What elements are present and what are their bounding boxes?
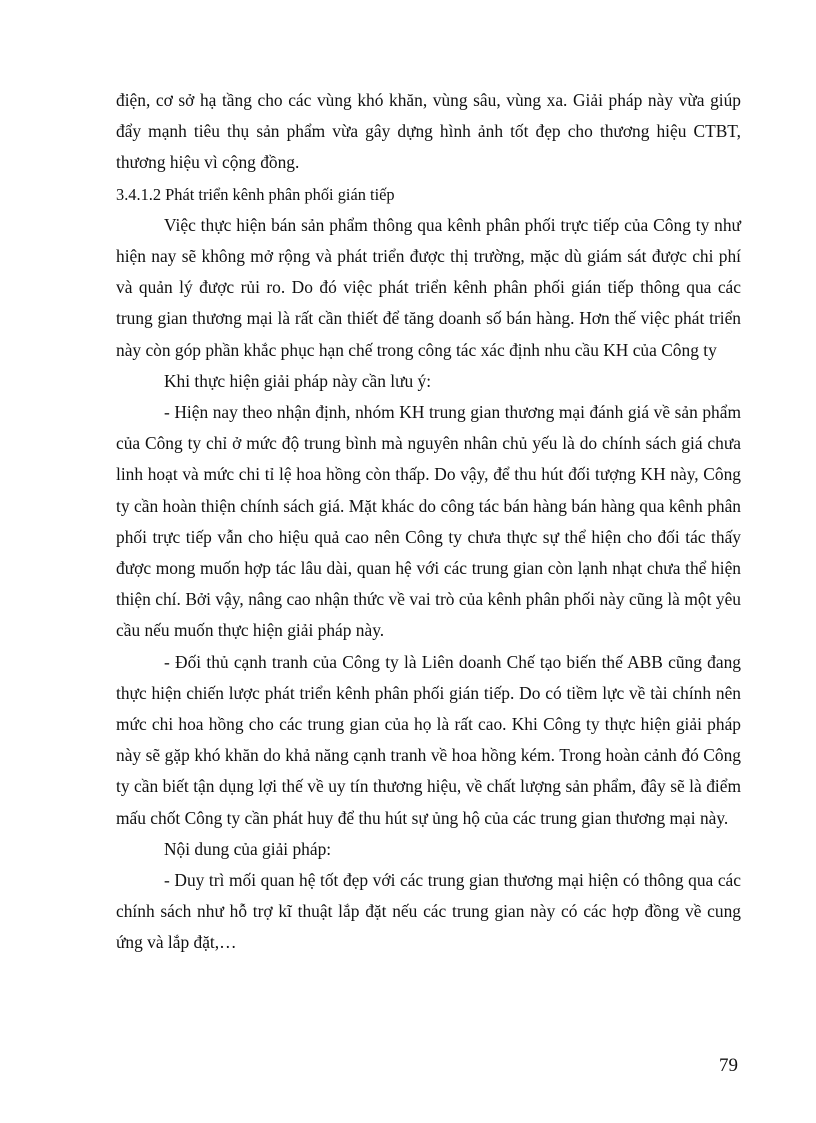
paragraph-solution-content-intro: Nội dung của giải pháp: (164, 838, 332, 859)
page-number: 79 (719, 1055, 738, 1076)
document-page (116, 85, 741, 959)
section-heading: 3.4.1.2 Phát triển kênh phân phối gián tiếp (116, 184, 395, 204)
paragraph-note-competitor: - Đối thủ cạnh tranh của Công ty là Liên doanh Chế tạo biến thế ABB cũng đang thực hiện chiến lược phát triển kênh phân phối gián tiếp. Do có tiềm lực về tài chính nên mức chi hoa hồng cho các trung gian của họ là rất cao. Khi Công ty thực hiện giải pháp này sẽ gặp khó khăn do khả năng cạnh tranh về hoa hồng kém. Trong hoàn cảnh đó Công ty cần biết tận dụng lợi thế về uy tín thương hiệu, về chất lượng sản phẩm, đây sẽ là điểm mấu chốt Công ty cần phát huy để thu hút sự ủng hộ của các trung gian thương mại này. (116, 651, 741, 828)
paragraph-note-pricing: - Hiện nay theo nhận định, nhóm KH trung gian thương mại đánh giá về sản phẩm của Công ty chỉ ở mức độ trung bình mà nguyên nhân chủ yếu là do chính sách giá chưa linh hoạt và mức chi tỉ lệ hoa hồng còn thấp. Do vậy, để thu hút đối tượng KH này, Công ty cần hoàn thiện chính sách giá. Mặt khác do công tác bán hàng bán hàng qua kênh phân phối trực tiếp vẫn cho hiệu quả cao nên Công ty chưa thực sự thể hiện cho đối tác thấy được mong muốn hợp tác lâu dài, quan hệ với các trung gian còn lạnh nhạt chưa thể hiện thiện chí. Bởi vậy, nâng cao nhận thức về vai trò của kênh phân phối này cũng là một yêu cầu nếu muốn thực hiện giải pháp này. (116, 402, 741, 641)
paragraph-notes-intro: Khi thực hiện giải pháp này cần lưu ý: (164, 370, 432, 391)
paragraph-indirect-channel-intro: Việc thực hiện bán sản phẩm thông qua kênh phân phối trực tiếp của Công ty như hiện nay sẽ không mở rộng và phát triển được thị trường, mặc dù giám sát được chi phí và quản lý được rủi ro. Do đó việc phát triển kênh phân phối gián tiếp thông qua các trung gian thương mại là rất cần thiết để tăng doanh số bán hàng. Hơn thế việc phát triển này còn góp phần khắc phục hạn chế trong công tác xác định nhu cầu KH của Công ty (116, 214, 741, 360)
paragraph-continuation: điện, cơ sở hạ tầng cho các vùng khó khăn, vùng sâu, vùng xa. Giải pháp này vừa giúp đẩy mạnh tiêu thụ sản phẩm vừa gây dựng hình ảnh tốt đẹp cho thương hiệu CTBT, thương hiệu vì cộng đồng. (116, 90, 741, 173)
paragraph-solution-item: - Duy trì mối quan hệ tốt đẹp với các trung gian thương mại hiện có thông qua các chính sách như hỗ trợ kĩ thuật lắp đặt nếu các trung gian này có các hợp đồng về cung ứng và lắp đặt,… (116, 870, 741, 953)
